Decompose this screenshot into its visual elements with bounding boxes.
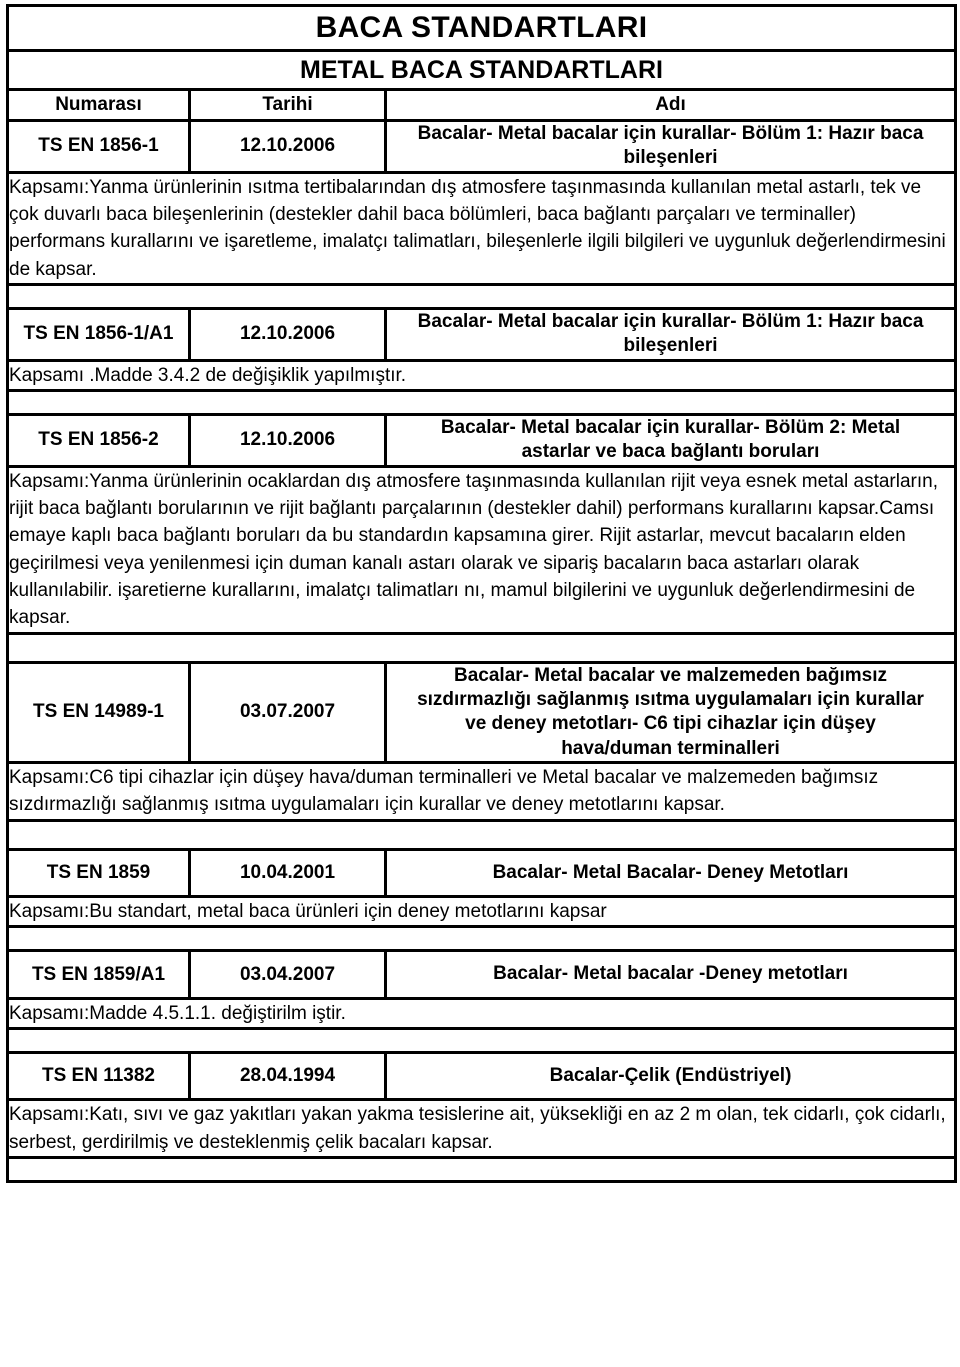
table-header-row (8, 90, 956, 121)
table-row-spacer (8, 633, 956, 662)
standard-name-line: hava/duman terminalleri (561, 737, 780, 759)
row-spacer (8, 285, 956, 309)
standard-number: TS EN 1856-1/A1 (8, 309, 190, 361)
standard-number: TS EN 1856-2 (8, 415, 190, 467)
standard-name-line: sızdırmazlığı sağlanmış ısıtma uygulamaları için kurallar (417, 689, 924, 711)
table-row-scope (8, 897, 956, 927)
standard-scope: Kapsamı:C6 tipi cihazlar için düşey hava/duman terminalleri ve Metal bacalar ve malzemeden bağımsız sızdırmazlığı sağlanmış ısıtma uygulamaları için kurallar ve deney metotlarını kapsar. (8, 763, 956, 821)
document-title: BACA STANDARTLARI (8, 6, 956, 51)
standard-name (386, 662, 956, 762)
standard-date: 12.10.2006 (190, 309, 386, 361)
row-spacer (8, 1029, 956, 1053)
standard-scope: Kapsamı:Yanma ürünlerinin ocaklardan dış atmosfere taşınmasında kullanılan rijit veya esnek metal astarların, rijit baca bağlantı borularının ve rijit bağlantı parçalarının (destekler dahil) performans kurallarını kapsar.Camsı emaye kaplı baca bağlantı boruları da bu standardın kapsamına girer. Rijit astarlar, mevcut bacaların elden geçirilmesi veya yenilenmesi için duman kanalı astarı olarak ve sipariş bacaların baca astarları olarak kullanılabilir. işaretierne kurallarını, imalatçı talimatları nı, mamul bilgilerini ve uygunluk değerlendirmesini de kapsar. (8, 466, 956, 633)
standard-name-line: astarlar ve baca bağlantı boruları (521, 441, 820, 463)
standard-number: TS EN 11382 (8, 1053, 190, 1100)
column-header-name: Adı (386, 90, 956, 121)
row-spacer (8, 927, 956, 951)
standard-date: 12.10.2006 (190, 121, 386, 173)
standard-scope: Kapsamı:Katı, sıvı ve gaz yakıtları yakan yakma tesislerine ait, yüksekliği en az 2 m olan, tek cidarlı, çok cidarlı, serbest, gerdirilmiş ve desteklenmiş çelik bacaları kapsar. (8, 1100, 956, 1158)
standard-date: 10.04.2001 (190, 849, 386, 896)
row-spacer (8, 633, 956, 662)
standard-name (386, 309, 956, 361)
table-row (8, 415, 956, 467)
standard-date: 12.10.2006 (190, 415, 386, 467)
standard-name (386, 951, 956, 998)
standard-name-line: Bacalar- Metal bacalar için kurallar- Bölüm 1: Hazır baca (417, 311, 924, 333)
column-header-date: Tarihi (190, 90, 386, 121)
standard-name-line: Bacalar- Metal Bacalar- Deney Metotları (492, 861, 849, 883)
standard-number: TS EN 1859/A1 (8, 951, 190, 998)
standard-name (386, 415, 956, 467)
table-row (8, 1053, 956, 1100)
table-row-scope (8, 172, 956, 284)
standard-name (386, 121, 956, 173)
standard-name-line: bileşenleri (623, 335, 718, 357)
standard-scope: Kapsamı .Madde 3.4.2 de değişiklik yapılmıştır. (8, 360, 956, 390)
standard-date: 28.04.1994 (190, 1053, 386, 1100)
standard-scope: Kapsamı:Yanma ürünlerinin ısıtma tertibalarından dış atmosfere taşınmasında kullanılan metal astarlı, tek ve çok duvarlı baca bileşenlerinin (destekler dahil baca bölümleri, baca bağlantı parçaları ve terminaller) performans kurallarını ve işaretleme, imalatçı talimatları, bileşenlerle ilgili bilgileri ve uygunluk değerlendirmesini de kapsar. (8, 172, 956, 284)
table-row-spacer (8, 1029, 956, 1053)
standard-scope: Kapsamı:Madde 4.5.1.1. değiştirilm iştir. (8, 998, 956, 1028)
row-spacer (8, 391, 956, 415)
standard-name-line: Bacalar- Metal bacalar -Deney metotları (493, 963, 848, 985)
table-row-title-sub (8, 51, 956, 90)
standard-number: TS EN 14989-1 (8, 662, 190, 762)
standard-name (386, 1053, 956, 1100)
table-row-scope (8, 1100, 956, 1158)
standard-name-line: ve deney metotları- C6 tipi cihazlar için düşey (465, 713, 876, 735)
standard-name-line: Bacalar- Metal bacalar için kurallar- Bölüm 1: Hazır baca (417, 123, 924, 144)
table-row (8, 121, 956, 173)
column-header-number: Numarası (8, 90, 190, 121)
table-row-title-main (8, 6, 956, 51)
standard-scope: Kapsamı:Bu standart, metal baca ürünleri için deney metotlarını kapsar (8, 897, 956, 927)
table-row (8, 849, 956, 896)
standard-name (386, 849, 956, 896)
standard-name-line: bileşenleri (623, 147, 718, 169)
document-subtitle: METAL BACA STANDARTLARI (8, 51, 956, 90)
chimney-standards-table (6, 4, 957, 1183)
row-spacer (8, 820, 956, 849)
standard-number: TS EN 1859 (8, 849, 190, 896)
standard-name-line: Bacalar-Çelik (Endüstriyel) (549, 1065, 792, 1087)
table-row (8, 951, 956, 998)
table-row-scope (8, 998, 956, 1028)
table-row (8, 662, 956, 762)
table-row-spacer (8, 391, 956, 415)
table-row-spacer (8, 820, 956, 849)
table-row-spacer (8, 927, 956, 951)
table-row-scope (8, 360, 956, 390)
standard-name-line: Bacalar- Metal bacalar ve malzemeden bağımsız (454, 664, 887, 686)
table-row-spacer (8, 285, 956, 309)
row-spacer (8, 1158, 956, 1182)
table-row-scope (8, 466, 956, 633)
table-row-spacer (8, 1158, 956, 1182)
standard-number: TS EN 1856-1 (8, 121, 190, 173)
standard-date: 03.07.2007 (190, 662, 386, 762)
standard-name-line: Bacalar- Metal bacalar için kurallar- Bölüm 2: Metal (440, 417, 901, 439)
table-row (8, 309, 956, 361)
table-row-scope (8, 763, 956, 821)
standard-date: 03.04.2007 (190, 951, 386, 998)
